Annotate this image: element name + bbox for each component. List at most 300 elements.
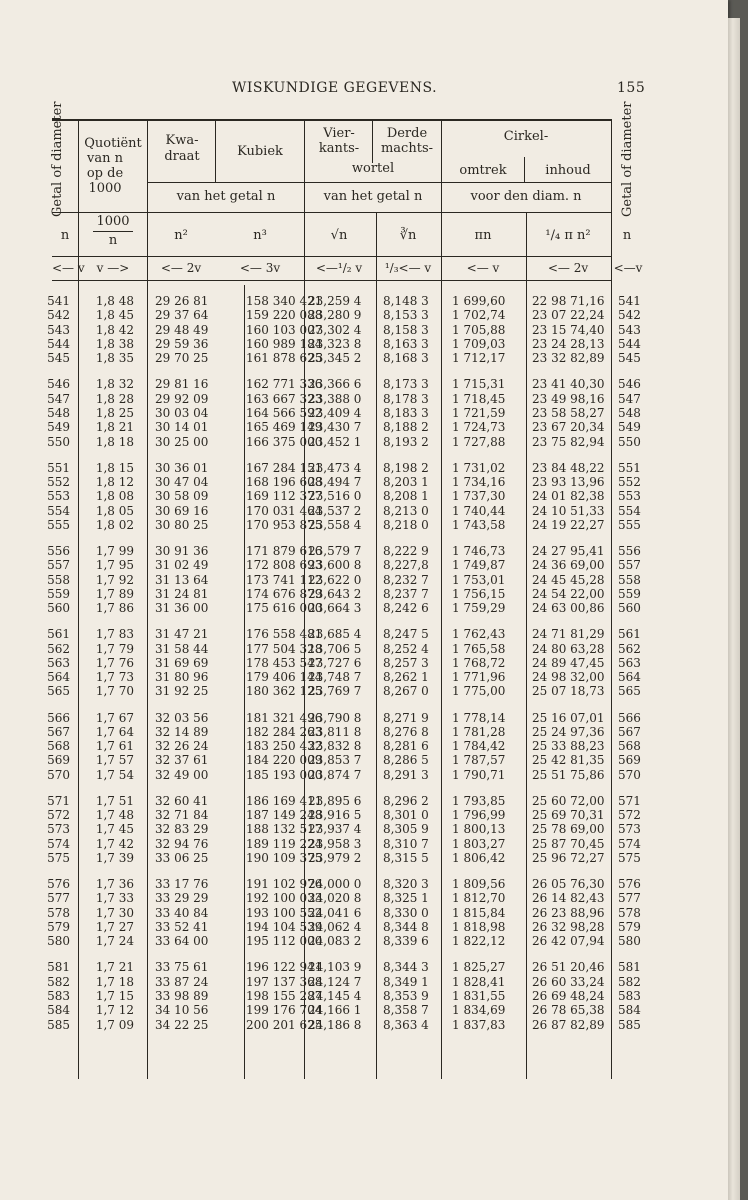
row-inhoud: 24 01 82,38 <box>532 489 605 504</box>
row-inhoud: 26 78 65,38 <box>532 1003 605 1018</box>
row-cbrt: 8,213 0 <box>383 503 429 518</box>
quotient-line-1: Quotiënt <box>84 136 142 151</box>
row-quotient: 1,7 45 <box>95 822 134 837</box>
row-n-left: 566 <box>47 710 70 725</box>
row-inhoud: 25 33 88,23 <box>532 739 605 754</box>
table-row <box>0 960 728 974</box>
row-cbrt: 8,363 4 <box>383 1017 429 1032</box>
row-kubiek: 183 250 432 <box>246 739 323 754</box>
row-n-right: 547 <box>618 391 641 406</box>
row-kwadraat: 29 81 16 <box>155 377 209 392</box>
row-n-right: 581 <box>618 960 641 975</box>
row-kubiek: 198 155 287 <box>246 989 323 1003</box>
row-quotient: 1,7 09 <box>95 1017 134 1032</box>
row-n-left: 559 <box>47 586 70 601</box>
row-cbrt: 8,247 5 <box>383 627 429 642</box>
formula-n-left: n <box>60 228 70 243</box>
row-n-left: 562 <box>47 641 70 656</box>
row-omtrek: 1 775,00 <box>452 684 506 699</box>
row-inhoud: 26 42 07,94 <box>532 934 605 949</box>
row-cbrt: 8,358 7 <box>383 1003 429 1018</box>
table-row <box>0 475 728 489</box>
row-kwadraat: 29 59 36 <box>155 336 209 351</box>
row-sqrt: 23,916 5 <box>308 808 362 823</box>
row-n-left: 544 <box>47 336 70 351</box>
row-n-right: 571 <box>618 793 641 808</box>
row-quotient: 1,7 18 <box>95 974 134 989</box>
page-title: WISKUNDIGE GEGEVENS. <box>232 80 438 96</box>
row-quotient: 1,8 25 <box>95 405 134 420</box>
row-kubiek: 186 169 411 <box>246 793 323 808</box>
row-omtrek: 1 778,14 <box>452 710 506 725</box>
row-quotient: 1,7 21 <box>95 960 134 975</box>
row-sqrt: 24,000 0 <box>308 877 362 892</box>
row-kwadraat: 31 36 00 <box>155 601 209 616</box>
header-mid-rule <box>147 182 612 183</box>
row-n-left: 571 <box>47 793 70 808</box>
row-omtrek: 1 759,29 <box>452 601 506 616</box>
row-quotient: 1,8 21 <box>95 420 134 435</box>
row-kwadraat: 33 40 84 <box>155 905 209 920</box>
row-inhoud: 25 51 75,86 <box>532 767 605 782</box>
row-sqrt: 23,811 8 <box>308 724 362 739</box>
row-kwadraat: 32 94 76 <box>155 836 209 851</box>
row-n-right: 579 <box>618 920 641 934</box>
table-row <box>0 377 728 391</box>
row-kwadraat: 31 80 96 <box>155 670 209 685</box>
row-inhoud: 24 54 22,00 <box>532 586 605 601</box>
row-sqrt: 23,874 7 <box>308 767 362 782</box>
row-kwadraat: 29 37 64 <box>155 308 209 323</box>
row-inhoud: 23 32 82,89 <box>532 351 605 366</box>
row-cbrt: 8,257 3 <box>383 655 429 670</box>
col-divider <box>524 157 525 183</box>
row-sqrt: 23,664 3 <box>308 601 362 616</box>
row-sqrt: 23,832 8 <box>308 739 362 754</box>
row-sqrt: 24,103 9 <box>308 960 362 975</box>
row-inhoud: 26 14 82,43 <box>532 891 605 906</box>
row-omtrek: 1 743,58 <box>452 517 506 532</box>
diff-col-3: <— 2v <box>160 261 202 275</box>
row-inhoud: 26 60 33,24 <box>532 974 605 989</box>
row-cbrt: 8,310 7 <box>383 836 429 851</box>
row-cbrt: 8,320 3 <box>383 877 429 892</box>
diff-col-8: <— 2v <box>547 261 589 275</box>
kwadraat-line-1: Kwa- <box>165 133 199 148</box>
row-n-left: 553 <box>47 489 70 504</box>
table-row <box>0 558 728 572</box>
row-n-left: 578 <box>47 905 70 920</box>
row-inhoud: 24 19 22,27 <box>532 517 605 532</box>
vierkants-line-1: Vier- <box>323 126 355 141</box>
row-inhoud: 24 63 00,86 <box>532 601 605 616</box>
table-row <box>0 642 728 656</box>
getal-of-diameter-left: Getal of diameter <box>50 101 65 217</box>
row-kwadraat: 30 03 04 <box>155 405 209 420</box>
row-n-right: 577 <box>618 891 641 906</box>
row-cbrt: 8,222 9 <box>383 543 429 558</box>
row-kwadraat: 29 48 49 <box>155 322 209 337</box>
row-kubiek: 192 100 033 <box>246 891 323 906</box>
row-omtrek: 1 822,12 <box>452 934 506 949</box>
row-quotient: 1,7 51 <box>95 793 134 808</box>
header-sub-rule <box>52 212 612 213</box>
row-kwadraat: 33 75 61 <box>155 960 209 975</box>
fraction-bar <box>93 231 133 232</box>
row-n-right: 565 <box>618 684 641 699</box>
row-kubiek: 171 879 616 <box>246 543 323 558</box>
row-inhoud: 23 93 13,96 <box>532 474 605 489</box>
row-sqrt: 23,895 6 <box>308 793 362 808</box>
row-kubiek: 179 406 144 <box>246 670 323 685</box>
table-row <box>0 877 728 891</box>
row-cbrt: 8,208 1 <box>383 489 429 504</box>
col-divider <box>372 119 373 163</box>
row-kwadraat: 34 10 56 <box>155 1003 209 1018</box>
row-inhoud: 25 16 07,01 <box>532 710 605 725</box>
row-n-left: 542 <box>47 308 70 323</box>
row-sqrt: 23,302 4 <box>308 322 362 337</box>
row-kwadraat: 31 02 49 <box>155 558 209 573</box>
row-n-left: 552 <box>47 474 70 489</box>
row-sqrt: 24,186 8 <box>308 1017 362 1032</box>
row-sqrt: 23,958 3 <box>308 836 362 851</box>
row-n-right: 548 <box>618 405 641 420</box>
row-n-left: 576 <box>47 877 70 892</box>
table-row <box>0 989 728 1003</box>
row-quotient: 1,7 73 <box>95 670 134 685</box>
row-cbrt: 8,242 6 <box>383 601 429 616</box>
row-sqrt: 24,020 8 <box>308 891 362 906</box>
row-sqrt: 23,643 2 <box>308 586 362 601</box>
row-sqrt: 23,280 9 <box>308 308 362 323</box>
row-sqrt: 23,727 6 <box>308 655 362 670</box>
row-n-right: 569 <box>618 753 641 768</box>
row-cbrt: 8,232 7 <box>383 572 429 587</box>
row-n-right: 561 <box>618 627 641 642</box>
row-inhoud: 23 24 28,13 <box>532 336 605 351</box>
row-omtrek: 1 784,42 <box>452 739 506 754</box>
row-n-right: 545 <box>618 351 641 366</box>
row-omtrek: 1 837,83 <box>452 1017 506 1032</box>
row-kubiek: 197 137 368 <box>246 974 323 989</box>
row-cbrt: 8,183 3 <box>383 405 429 420</box>
row-cbrt: 8,252 4 <box>383 641 429 656</box>
row-n-right: 563 <box>618 655 641 670</box>
row-sqrt: 23,259 4 <box>308 294 362 308</box>
row-cbrt: 8,276 8 <box>383 724 429 739</box>
row-n-left: 549 <box>47 420 70 435</box>
diff-row-rule <box>52 280 612 281</box>
row-kubiek: 175 616 000 <box>246 601 323 616</box>
row-sqrt: 23,409 4 <box>308 405 362 420</box>
row-n-left: 541 <box>47 294 70 308</box>
row-inhoud: 25 07 18,73 <box>532 684 605 699</box>
row-kwadraat: 32 71 84 <box>155 808 209 823</box>
row-kubiek: 160 103 007 <box>246 322 323 337</box>
diff-col-7: <— v <box>466 261 500 275</box>
table-row <box>0 739 728 753</box>
row-quotient: 1,7 12 <box>95 1003 134 1018</box>
row-n-right: 542 <box>618 308 641 323</box>
row-sqrt: 23,853 7 <box>308 753 362 768</box>
row-kubiek: 181 321 496 <box>246 710 323 725</box>
row-quotient: 1,7 33 <box>95 891 134 906</box>
table-row <box>0 808 728 822</box>
row-quotient: 1,7 15 <box>95 989 134 1003</box>
row-kubiek: 176 558 481 <box>246 627 323 642</box>
table-row <box>0 837 728 851</box>
row-n-right: 564 <box>618 670 641 685</box>
row-sqrt: 23,558 4 <box>308 517 362 532</box>
row-sqrt: 24,041 6 <box>308 905 362 920</box>
diff-col-1: <— v <box>52 261 85 275</box>
row-kwadraat: 33 29 29 <box>155 891 209 906</box>
row-kwadraat: 30 69 16 <box>155 503 209 518</box>
row-n-right: 551 <box>618 460 641 475</box>
row-cbrt: 8,315 5 <box>383 851 429 865</box>
fraction-numerator: 1000 <box>96 214 130 229</box>
row-omtrek: 1 705,88 <box>452 322 506 337</box>
row-kwadraat: 29 70 25 <box>155 351 209 366</box>
row-n-left: 573 <box>47 822 70 837</box>
row-n-right: 567 <box>618 724 641 739</box>
row-omtrek: 1 734,16 <box>452 474 506 489</box>
row-n-right: 582 <box>618 974 641 989</box>
row-n-right: 580 <box>618 934 641 949</box>
row-inhoud: 25 96 72,27 <box>532 851 605 865</box>
row-n-right: 562 <box>618 641 641 656</box>
row-quotient: 1,8 48 <box>95 294 134 308</box>
table-row <box>0 461 728 475</box>
row-n-left: 575 <box>47 851 70 865</box>
row-n-left: 550 <box>47 434 70 449</box>
row-n-left: 579 <box>47 920 70 934</box>
row-quotient: 1,7 83 <box>95 627 134 642</box>
row-kubiek: 165 469 149 <box>246 420 323 435</box>
row-kwadraat: 30 47 04 <box>155 474 209 489</box>
row-omtrek: 1 793,85 <box>452 793 506 808</box>
row-sqrt: 23,345 2 <box>308 351 362 366</box>
row-quotient: 1,7 42 <box>95 836 134 851</box>
row-n-right: 541 <box>618 294 641 308</box>
row-omtrek: 1 796,99 <box>452 808 506 823</box>
row-omtrek: 1 712,17 <box>452 351 506 366</box>
table-row <box>0 435 728 449</box>
row-kubiek: 173 741 112 <box>246 572 323 587</box>
row-n-right: 576 <box>618 877 641 892</box>
row-quotient: 1,7 92 <box>95 572 134 587</box>
row-omtrek: 1 831,55 <box>452 989 506 1003</box>
row-kwadraat: 32 37 61 <box>155 753 209 768</box>
row-n-left: 569 <box>47 753 70 768</box>
row-kubiek: 172 808 693 <box>246 558 323 573</box>
row-inhoud: 23 07 22,24 <box>532 308 605 323</box>
row-quotient: 1,8 32 <box>95 377 134 392</box>
row-quotient: 1,8 18 <box>95 434 134 449</box>
row-inhoud: 25 78 69,00 <box>532 822 605 837</box>
row-omtrek: 1 809,56 <box>452 877 506 892</box>
van-het-getal-n-1: van het getal n <box>176 189 276 204</box>
table-row <box>0 504 728 518</box>
table-row <box>0 768 728 782</box>
table-row <box>0 891 728 905</box>
row-n-right: 566 <box>618 710 641 725</box>
row-n-right: 543 <box>618 322 641 337</box>
row-quotient: 1,8 02 <box>95 517 134 532</box>
row-cbrt: 8,281 6 <box>383 739 429 754</box>
row-inhoud: 23 67 20,34 <box>532 420 605 435</box>
row-quotient: 1,7 86 <box>95 601 134 616</box>
row-sqrt: 23,537 2 <box>308 503 362 518</box>
row-quotient: 1,7 99 <box>95 543 134 558</box>
quotient-line-2: van n <box>87 151 123 166</box>
row-omtrek: 1 702,74 <box>452 308 506 323</box>
row-sqrt: 23,473 4 <box>308 460 362 475</box>
row-inhoud: 25 87 70,45 <box>532 836 605 851</box>
row-cbrt: 8,344 8 <box>383 920 429 934</box>
inhoud-label: inhoud <box>545 163 591 178</box>
row-n-left: 548 <box>47 405 70 420</box>
row-kubiek: 184 220 009 <box>246 753 323 768</box>
row-n-right: 570 <box>618 767 641 782</box>
row-omtrek: 1 806,42 <box>452 851 506 865</box>
quotient-line-3: op de <box>86 166 124 181</box>
row-n-right: 575 <box>618 851 641 865</box>
wortel-label: wortel <box>351 161 395 176</box>
row-omtrek: 1 753,01 <box>452 572 506 587</box>
row-quotient: 1,8 12 <box>95 474 134 489</box>
row-kubiek: 158 340 421 <box>246 294 323 308</box>
row-sqrt: 13,706 5 <box>308 641 362 656</box>
row-kubiek: 159 220 088 <box>246 308 323 323</box>
row-kwadraat: 31 24 81 <box>155 586 209 601</box>
row-omtrek: 1 781,28 <box>452 724 506 739</box>
row-sqrt: 24,083 2 <box>308 934 362 949</box>
row-cbrt: 8,262 1 <box>383 670 429 685</box>
row-inhoud: 23 84 48,22 <box>532 460 605 475</box>
table-row <box>0 573 728 587</box>
row-sqrt: 23,790 8 <box>308 710 362 725</box>
row-quotient: 1,7 95 <box>95 558 134 573</box>
row-quotient: 1,7 89 <box>95 586 134 601</box>
row-sqrt: 23,622 0 <box>308 572 362 587</box>
row-kubiek: 169 112 377 <box>246 489 323 504</box>
row-inhoud: 24 89 47,45 <box>532 655 605 670</box>
row-cbrt: 8,291 3 <box>383 767 429 782</box>
row-n-right: 572 <box>618 808 641 823</box>
table-row <box>0 601 728 615</box>
row-inhoud: 24 36 69,00 <box>532 558 605 573</box>
row-n-right: 560 <box>618 601 641 616</box>
row-omtrek: 1 718,45 <box>452 391 506 406</box>
row-cbrt: 8,325 1 <box>383 891 429 906</box>
running-head <box>0 80 728 100</box>
row-kubiek: 187 149 248 <box>246 808 323 823</box>
table-row <box>0 544 728 558</box>
row-omtrek: 1 737,30 <box>452 489 506 504</box>
row-kubiek: 161 878 625 <box>246 351 323 366</box>
row-inhoud: 26 87 82,89 <box>532 1017 605 1032</box>
row-omtrek: 1 800,13 <box>452 822 506 837</box>
row-omtrek: 1 815,84 <box>452 905 506 920</box>
row-omtrek: 1 765,58 <box>452 641 506 656</box>
row-n-right: 554 <box>618 503 641 518</box>
row-n-right: 583 <box>618 989 641 1003</box>
row-cbrt: 8,339 6 <box>383 934 429 949</box>
row-sqrt: 23,685 4 <box>308 627 362 642</box>
table-row <box>0 587 728 601</box>
row-omtrek: 1 731,02 <box>452 460 506 475</box>
row-inhoud: 26 05 76,30 <box>532 877 605 892</box>
formula-sqrt: √n <box>330 228 348 243</box>
row-cbrt: 8,267 0 <box>383 684 429 699</box>
table-row <box>0 753 728 767</box>
row-kubiek: 190 109 375 <box>246 851 323 865</box>
table-row <box>0 489 728 503</box>
row-kwadraat: 32 14 89 <box>155 724 209 739</box>
row-kubiek: 170 031 464 <box>246 503 323 518</box>
row-n-left: 547 <box>47 391 70 406</box>
row-inhoud: 25 69 70,31 <box>532 808 605 823</box>
row-quotient: 1,8 45 <box>95 308 134 323</box>
header-top-rule <box>52 119 612 121</box>
row-omtrek: 1 699,60 <box>452 294 506 308</box>
row-cbrt: 8,193 2 <box>383 434 429 449</box>
row-n-left: 557 <box>47 558 70 573</box>
row-quotient: 1,7 48 <box>95 808 134 823</box>
cirkel-label: Cirkel- <box>503 129 549 144</box>
row-n-left: 567 <box>47 724 70 739</box>
row-kubiek: 189 119 224 <box>246 836 323 851</box>
row-n-right: 556 <box>618 543 641 558</box>
row-omtrek: 1 771,96 <box>452 670 506 685</box>
row-n-left: 546 <box>47 377 70 392</box>
row-n-left: 545 <box>47 351 70 366</box>
row-n-left: 581 <box>47 960 70 975</box>
row-n-right: 557 <box>618 558 641 573</box>
row-omtrek: 1 825,27 <box>452 960 506 975</box>
row-omtrek: 1 749,87 <box>452 558 506 573</box>
row-kubiek: 166 375 000 <box>246 434 323 449</box>
row-sqrt: 23,366 6 <box>308 377 362 392</box>
row-omtrek: 1 721,59 <box>452 405 506 420</box>
row-omtrek: 1 740,44 <box>452 503 506 518</box>
row-n-left: 565 <box>47 684 70 699</box>
row-quotient: 1,7 24 <box>95 934 134 949</box>
row-n-left: 563 <box>47 655 70 670</box>
table-row <box>0 670 728 684</box>
row-omtrek: 1 709,03 <box>452 336 506 351</box>
row-quotient: 1,8 38 <box>95 336 134 351</box>
row-kubiek: 168 196 608 <box>246 474 323 489</box>
row-quotient: 1,7 54 <box>95 767 134 782</box>
row-n-left: 580 <box>47 934 70 949</box>
row-cbrt: 8,218 0 <box>383 517 429 532</box>
row-kubiek: 185 193 000 <box>246 767 323 782</box>
row-inhoud: 24 45 45,28 <box>532 572 605 587</box>
row-quotient: 1,8 15 <box>95 460 134 475</box>
row-cbrt: 8,168 3 <box>383 351 429 366</box>
row-inhoud: 26 69 48,24 <box>532 989 605 1003</box>
row-quotient: 1,7 64 <box>95 724 134 739</box>
row-n-right: 544 <box>618 336 641 351</box>
vierkants-line-2: kants- <box>318 141 360 156</box>
table-row <box>0 684 728 698</box>
row-n-left: 551 <box>47 460 70 475</box>
row-kwadraat: 33 17 76 <box>155 877 209 892</box>
row-n-right: 568 <box>618 739 641 754</box>
